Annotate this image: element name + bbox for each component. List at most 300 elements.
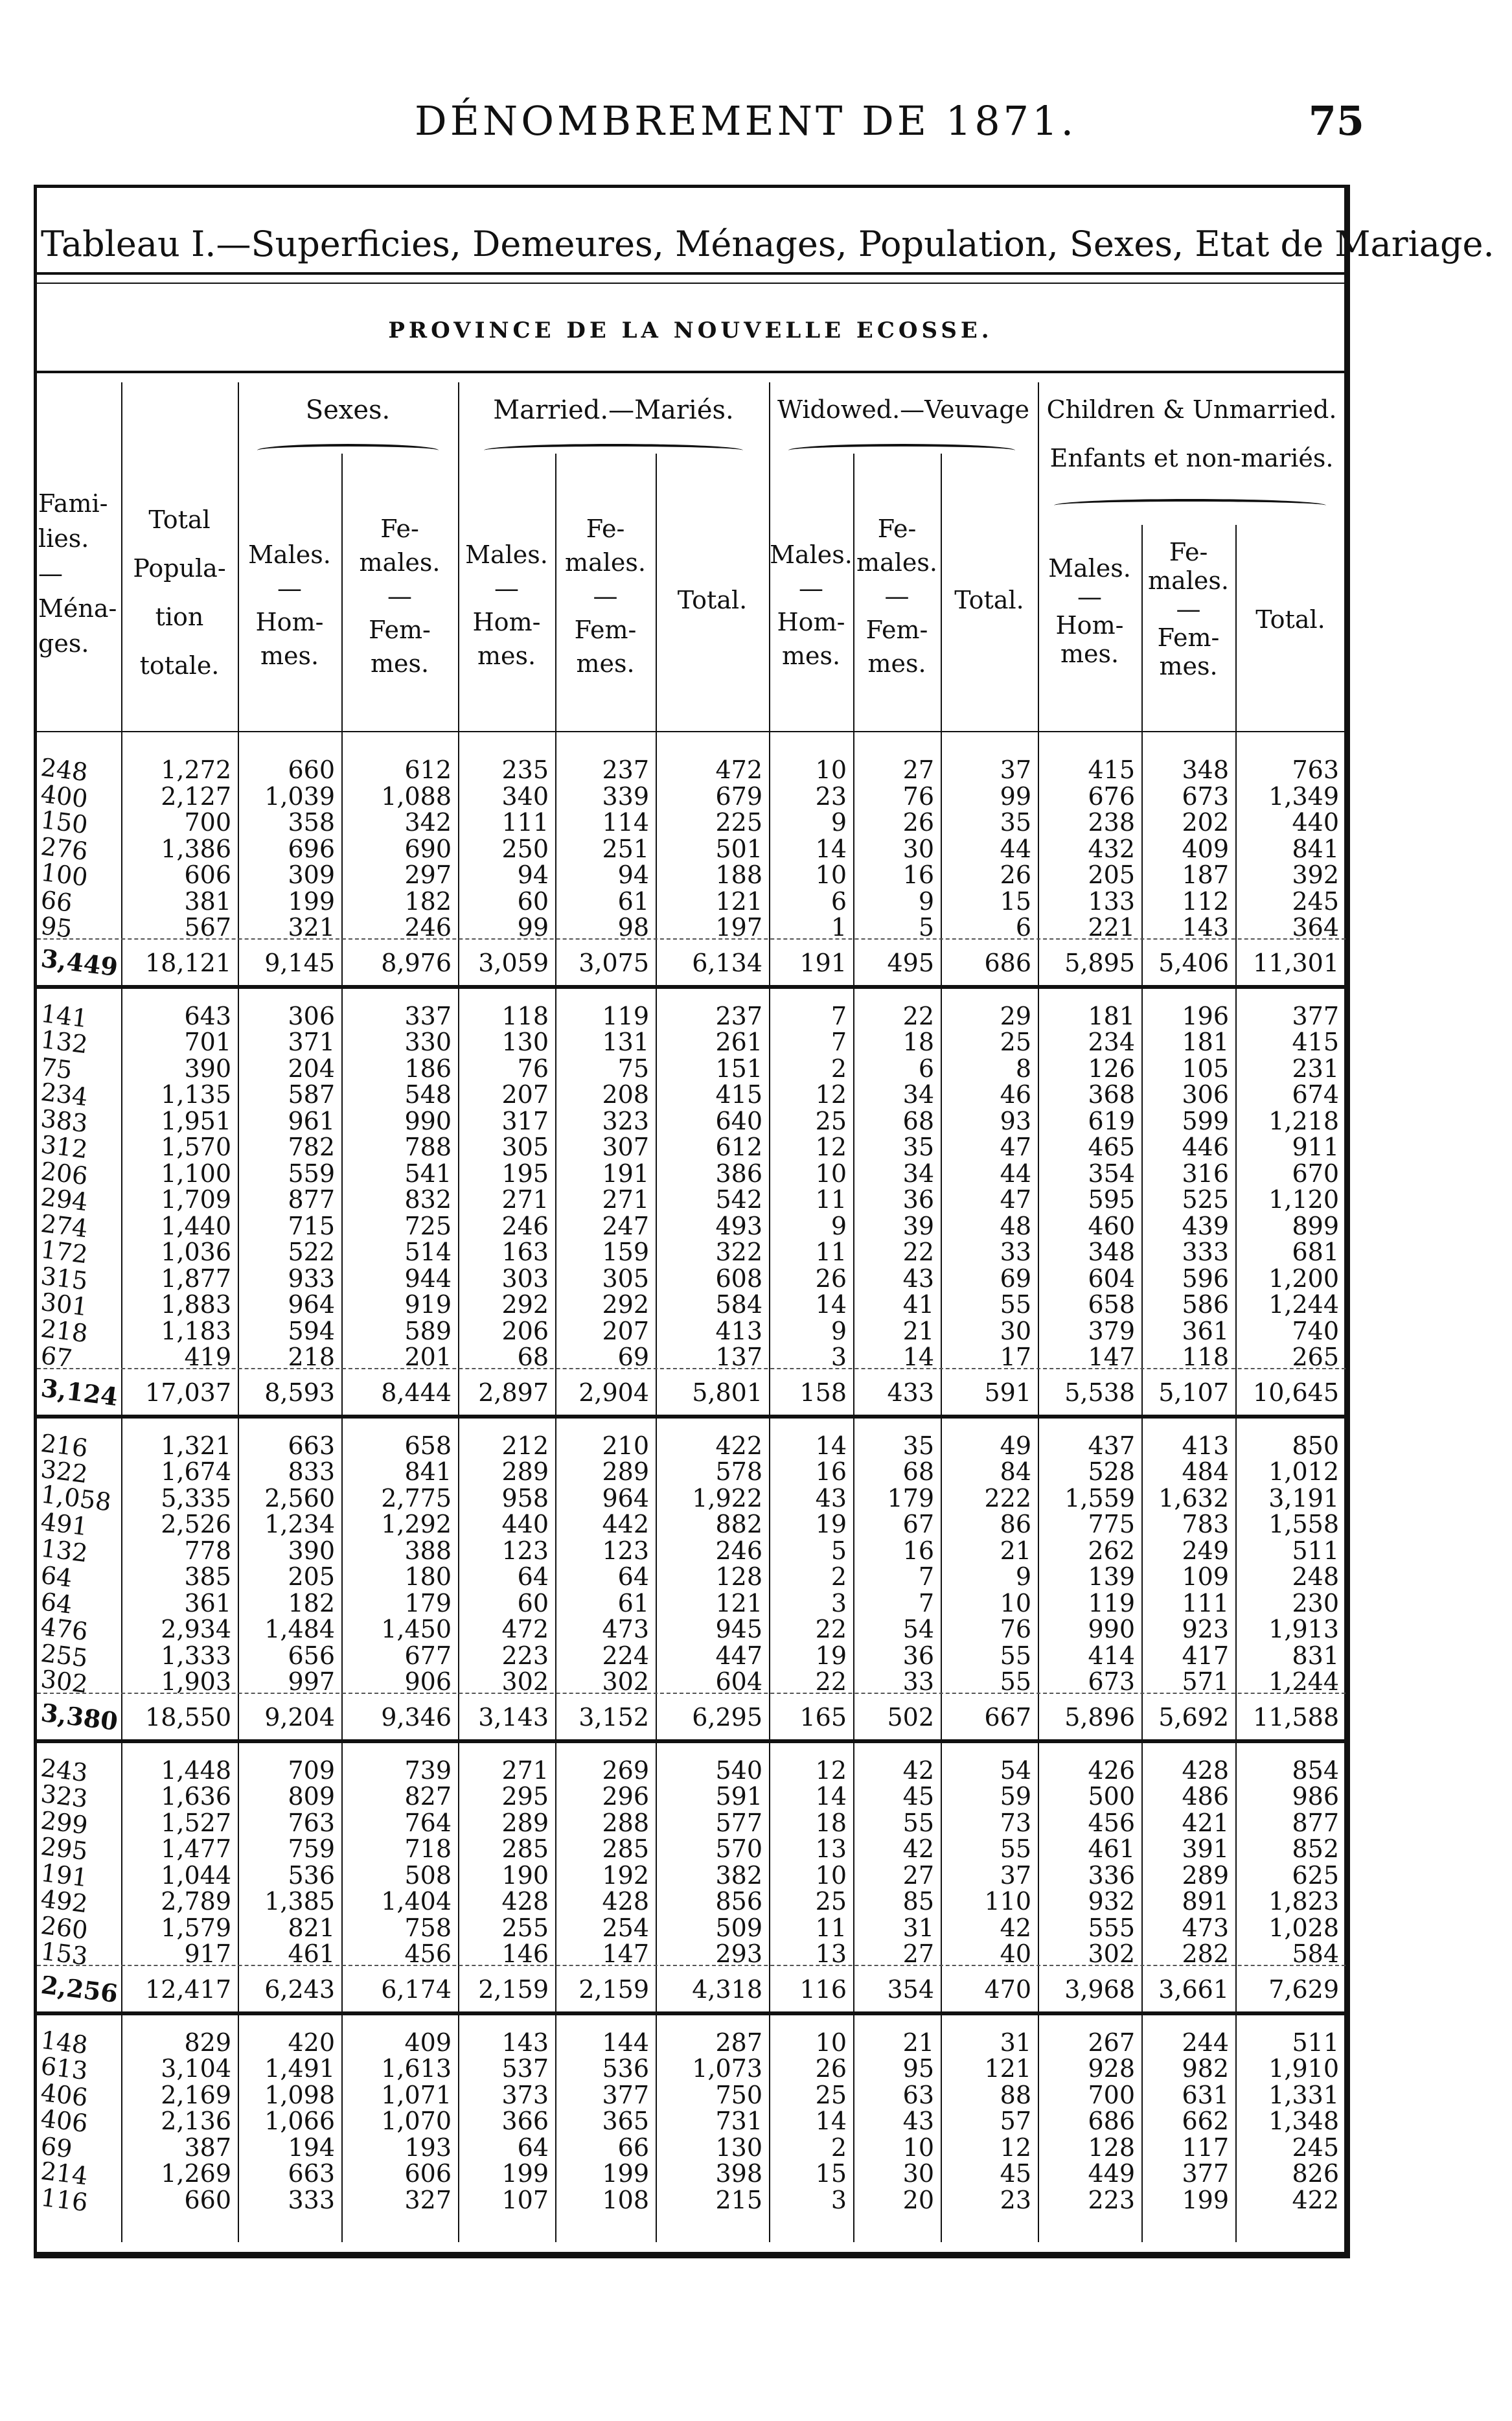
cell-sm: 522 [288,1238,335,1266]
cell-wf: 54 [902,1615,934,1643]
cell-mm: 146 [501,1940,549,1968]
cell-mm: 271 [501,1755,549,1785]
cell-wf: 85 [902,1887,934,1916]
cell-wf: 30 [902,834,934,863]
cell-wm: 191 [799,948,847,977]
cell-sf: 193 [404,2133,452,2162]
cell-wm: 165 [799,1702,847,1732]
cell-mm: 99 [517,913,549,942]
cell-mf: 208 [602,1080,649,1109]
cell-sf: 677 [404,1641,452,1670]
cell-ct: 440 [1292,808,1339,837]
cell-wf: 34 [902,1159,934,1188]
cell-sm: 933 [288,1264,335,1293]
cell-cf: 484 [1182,1457,1229,1486]
cell-wm: 14 [815,834,847,863]
subtotal-row [37,1969,1346,2008]
cell-mt: 501 [715,834,762,863]
cell-mm: 303 [501,1264,549,1293]
cell-wf: 95 [902,2054,934,2083]
cell-wf: 41 [902,1290,934,1319]
cell-p: 12,417 [145,1975,231,2004]
families-cell: 295 [39,1831,89,1866]
cell-mm: 64 [517,2133,549,2162]
cell-cf: 348 [1182,756,1229,784]
cell-sm: 696 [288,834,335,863]
cell-mf: 307 [602,1133,649,1161]
cell-cm: 595 [1088,1185,1135,1214]
cell-cm: 126 [1088,1054,1135,1083]
cell-mt: 6,134 [692,948,762,977]
families-cell: 132 [39,1025,89,1060]
cell-mt: 121 [715,886,762,916]
sexes-females-header: Fe- males. — Fem- mes. [359,515,441,678]
cell-wt: 59 [1000,1782,1031,1811]
cell-mf: 191 [602,1159,649,1188]
cell-sm: 782 [288,1133,335,1161]
cell-sf: 1,071 [381,2080,452,2109]
cell-mf: 64 [617,1562,649,1591]
cell-ct: 1,244 [1268,1667,1339,1696]
cell-mt: 215 [715,2185,762,2214]
cell-cf: 446 [1182,1133,1229,1161]
cell-cf: 249 [1182,1536,1229,1565]
cell-sm: 1,491 [264,2054,335,2083]
cell-wm: 12 [815,1755,847,1785]
cell-wm: 19 [815,1641,847,1670]
cell-wm: 26 [815,1264,847,1293]
cell-wm: 12 [815,1080,847,1109]
cell-cm: 379 [1088,1316,1135,1345]
cell-p: 1,135 [161,1080,231,1109]
cell-wm: 19 [815,1510,847,1538]
cell-wm: 9 [830,1316,847,1345]
cell-cm: 456 [1088,1808,1135,1837]
cell-mf: 192 [602,1860,649,1890]
cell-cm: 460 [1088,1211,1135,1240]
cell-ct: 1,120 [1268,1185,1339,1214]
cell-mm: 223 [501,1641,549,1670]
cell-mf: 247 [602,1211,649,1240]
cell-mf: 377 [602,2080,649,2109]
cell-wm: 16 [815,1457,847,1486]
cell-p: 1,386 [161,834,231,863]
cell-sm: 8,593 [264,1378,335,1407]
cell-p: 1,448 [161,1755,231,1785]
cell-mf: 285 [602,1835,649,1863]
cell-mt: 151 [715,1054,762,1083]
cell-p: 1,674 [161,1457,231,1486]
cell-sm: 1,484 [264,1615,335,1643]
cell-mt: 5,801 [692,1378,762,1407]
families-cell: 255 [39,1638,89,1673]
cell-wf: 21 [902,2028,934,2057]
cell-wt: 88 [1000,2080,1031,2109]
page-number: 75 [1308,97,1364,145]
cell-wt: 44 [1000,1159,1031,1188]
cell-mf: 296 [602,1782,649,1811]
cell-wf: 27 [902,1940,934,1968]
cell-ct: 740 [1292,1316,1339,1345]
cell-sm: 715 [288,1211,335,1240]
cell-cm: 1,559 [1064,1483,1135,1512]
families-cell: 323 [39,1779,89,1814]
cell-sm: 1,066 [264,2107,335,2135]
cell-ct: 422 [1292,2185,1339,2214]
cell-cf: 143 [1182,913,1229,942]
cell-wt: 55 [1000,1641,1031,1670]
children-heading-en: Children & Unmarried. [1046,395,1337,424]
cell-p: 829 [184,2028,231,2057]
cell-mm: 195 [501,1159,549,1188]
cell-mt: 731 [715,2107,762,2135]
cell-mm: 255 [501,1913,549,1942]
cell-sm: 1,098 [264,2080,335,2109]
cell-mt: 415 [715,1080,762,1109]
cell-sf: 764 [404,1808,452,1837]
cell-sf: 919 [404,1290,452,1319]
cell-wt: 686 [984,948,1031,977]
cell-mf: 3,152 [578,1702,649,1732]
cell-wm: 14 [815,2107,847,2135]
cell-wt: 45 [1000,2159,1031,2188]
families-cell: 150 [39,805,89,840]
cell-wm: 11 [815,1913,847,1942]
cell-mt: 750 [715,2080,762,2109]
children-males-header: Males. — Hom- mes. [1048,554,1131,668]
cell-wt: 15 [1000,886,1031,916]
cell-mm: 118 [501,1001,549,1030]
cell-sf: 201 [404,1343,452,1371]
cell-sm: 1,234 [264,1510,335,1538]
cell-mf: 114 [602,808,649,837]
cell-ct: 1,244 [1268,1290,1339,1319]
cell-ct: 1,910 [1268,2054,1339,2083]
cell-wf: 6 [918,1054,934,1083]
cell-cf: 333 [1182,1238,1229,1266]
cell-sm: 205 [288,1562,335,1591]
cell-p: 1,333 [161,1641,231,1670]
families-cell: 69 [39,2131,74,2164]
cell-ct: 584 [1292,1940,1339,1968]
cell-p: 1,527 [161,1808,231,1837]
cell-mt: 4,318 [692,1975,762,2004]
families-cell: 67 [39,1341,74,1373]
cell-mt: 225 [715,808,762,837]
cell-cm: 221 [1088,913,1135,942]
cell-wt: 69 [1000,1264,1031,1293]
cell-wm: 26 [815,2054,847,2083]
cell-ct: 1,200 [1268,1264,1339,1293]
cell-sf: 606 [404,2159,452,2188]
cell-cm: 449 [1088,2159,1135,2188]
families-cell: 141 [39,999,89,1033]
cell-cm: 990 [1088,1615,1135,1643]
cell-wf: 55 [902,1808,934,1837]
cell-sm: 194 [288,2133,335,2162]
cell-sm: 306 [288,1001,335,1030]
cell-wf: 35 [902,1431,934,1460]
cell-wf: 68 [902,1457,934,1486]
cell-sf: 589 [404,1316,452,1345]
cell-cf: 361 [1182,1316,1229,1345]
subtotal-row [37,943,1346,982]
families-cell: 172 [39,1234,89,1269]
widowed-heading: Widowed.—Veuvage [777,395,1030,424]
cell-wf: 22 [902,1001,934,1030]
cell-wf: 14 [902,1343,934,1371]
cell-p: 1,636 [161,1782,231,1811]
cell-cf: 5,107 [1158,1378,1229,1407]
cell-mt: 128 [715,1562,762,1591]
cell-mm: 340 [501,782,549,811]
cell-sf: 718 [404,1835,452,1863]
cell-wm: 2 [830,2133,847,2162]
cell-wm: 7 [830,1028,847,1056]
cell-sm: 390 [288,1536,335,1565]
cell-cm: 426 [1088,1755,1135,1785]
cell-wt: 37 [1000,1860,1031,1890]
province-heading: PROVINCE DE LA NOUVELLE ECOSSE. [388,318,993,343]
cell-sf: 246 [404,913,452,942]
cell-mf: 108 [602,2185,649,2214]
cell-wf: 16 [902,861,934,889]
cell-wf: 43 [902,1264,934,1293]
cell-mf: 237 [602,756,649,784]
section-rule [37,1415,1346,1419]
cell-mf: 288 [602,1808,649,1837]
cell-mm: 60 [517,1588,549,1617]
cell-mf: 207 [602,1316,649,1345]
cell-wf: 39 [902,1211,934,1240]
cell-mm: 366 [501,2107,549,2135]
cell-wf: 45 [902,1782,934,1811]
cell-mf: 69 [617,1343,649,1371]
cell-mt: 447 [715,1641,762,1670]
cell-sf: 327 [404,2185,452,2214]
cell-wm: 23 [815,782,847,811]
cell-mt: 1,922 [692,1483,762,1512]
subtotal-row [37,1373,1346,1411]
families-cell: 301 [39,1287,89,1322]
cell-mf: 339 [602,782,649,811]
cell-cf: 486 [1182,1782,1229,1811]
cell-mf: 964 [602,1483,649,1512]
subtotal-dash-rule [37,938,1346,940]
cell-sf: 1,404 [381,1887,452,1916]
cell-sf: 330 [404,1028,452,1056]
families-cell: 274 [39,1209,89,1243]
families-cell: 148 [39,2025,89,2059]
families-cell: 2,256 [39,1969,120,2008]
cell-mt: 945 [715,1615,762,1643]
cell-cf: 413 [1182,1431,1229,1460]
cell-sm: 587 [288,1080,335,1109]
cell-p: 1,100 [161,1159,231,1188]
cell-wt: 76 [1000,1615,1031,1643]
sexes-males-header: Males. — Hom- mes. [248,540,331,670]
families-cell: 276 [39,831,89,866]
cell-wm: 10 [815,861,847,889]
cell-cm: 5,538 [1064,1378,1135,1407]
cell-mt: 472 [715,756,762,784]
families-cell: 132 [39,1533,89,1568]
cell-cf: 112 [1182,886,1229,916]
widowed-total-header: Total. [954,586,1024,614]
cell-sf: 841 [404,1457,452,1486]
cell-mm: 271 [501,1185,549,1214]
families-header: Fami- lies. — Ména- ges. [38,489,117,658]
cell-sm: 759 [288,1835,335,1863]
cell-sf: 690 [404,834,452,863]
cell-ct: 841 [1292,834,1339,863]
cell-wt: 54 [1000,1755,1031,1785]
cell-mf: 66 [617,2133,649,2162]
cell-wt: 470 [984,1975,1031,2004]
cell-mm: 292 [501,1290,549,1319]
cell-sm: 833 [288,1457,335,1486]
cell-ct: 11,301 [1253,948,1339,977]
cell-p: 390 [184,1054,231,1083]
cell-sf: 6,174 [381,1975,452,2004]
families-cell: 218 [39,1314,89,1348]
families-cell: 406 [39,2103,89,2138]
cell-mt: 422 [715,1431,762,1460]
cell-sf: 739 [404,1755,452,1785]
cell-sf: 9,346 [381,1702,452,1732]
cell-mm: 207 [501,1080,549,1109]
cell-wm: 7 [830,1001,847,1030]
cell-mt: 679 [715,782,762,811]
cell-mt: 882 [715,1510,762,1538]
cell-p: 5,335 [161,1483,231,1512]
cell-p: 17,037 [145,1378,231,1407]
section-rule [37,1739,1346,1743]
cell-wt: 47 [1000,1185,1031,1214]
cell-cm: 528 [1088,1457,1135,1486]
families-cell: 406 [39,2078,89,2112]
cell-cf: 5,692 [1158,1702,1229,1732]
cell-cf: 571 [1182,1667,1229,1696]
cell-mt: 570 [715,1835,762,1863]
cell-mt: 591 [715,1782,762,1811]
cell-wm: 13 [815,1835,847,1863]
cell-mt: 293 [715,1940,762,1968]
families-cell: 400 [39,779,89,813]
cell-mm: 302 [501,1667,549,1696]
cell-mt: 1,073 [692,2054,762,2083]
cell-wf: 22 [902,1238,934,1266]
cell-wm: 116 [799,1975,847,2004]
cell-p: 917 [184,1940,231,1968]
cell-wm: 14 [815,1782,847,1811]
cell-ct: 670 [1292,1159,1339,1188]
cell-cf: 199 [1182,2185,1229,2214]
cell-ct: 1,012 [1268,1457,1339,1486]
cell-mm: 190 [501,1860,549,1890]
cell-wm: 9 [830,1211,847,1240]
cell-wt: 73 [1000,1808,1031,1837]
cell-p: 778 [184,1536,231,1565]
cell-mf: 2,904 [578,1378,649,1407]
cell-wt: 40 [1000,1940,1031,1968]
cell-mm: 295 [501,1782,549,1811]
families-cell: 64 [39,1560,74,1593]
cell-sf: 180 [404,1562,452,1591]
cell-ct: 231 [1292,1054,1339,1083]
cell-ct: 1,348 [1268,2107,1339,2135]
cell-wm: 25 [815,1887,847,1916]
header-bottom-rule [37,731,1344,732]
cell-cm: 500 [1088,1782,1135,1811]
cell-cf: 118 [1182,1343,1229,1371]
cell-cf: 282 [1182,1940,1229,1968]
cell-cm: 775 [1088,1510,1135,1538]
cell-mm: 472 [501,1615,549,1643]
cell-wm: 3 [830,1588,847,1617]
cell-wf: 7 [918,1588,934,1617]
cell-wm: 3 [830,2185,847,2214]
cell-cf: 409 [1182,834,1229,863]
families-cell: 100 [39,857,89,892]
cell-ct: 245 [1292,2133,1339,2162]
cell-sf: 1,613 [381,2054,452,2083]
cell-mm: 2,159 [478,1975,549,2004]
cell-sf: 8,444 [381,1378,452,1407]
cell-ct: 1,913 [1268,1615,1339,1643]
cell-mt: 604 [715,1667,762,1696]
cell-sf: 297 [404,861,452,889]
cell-sm: 6,243 [264,1975,335,2004]
cell-sm: 199 [288,886,335,916]
cell-p: 1,183 [161,1316,231,1345]
cell-wt: 49 [1000,1431,1031,1460]
cell-cm: 700 [1088,2080,1135,2109]
cell-mt: 386 [715,1159,762,1188]
cell-mf: 302 [602,1667,649,1696]
cell-wf: 20 [902,2185,934,2214]
cell-mt: 287 [715,2028,762,2057]
cell-wm: 9 [830,808,847,837]
cell-ct: 10,645 [1253,1378,1339,1407]
cell-mt: 121 [715,1588,762,1617]
cell-mm: 250 [501,834,549,863]
cell-cm: 139 [1088,1562,1135,1591]
cell-mt: 322 [715,1238,762,1266]
cell-sf: 658 [404,1431,452,1460]
families-cell: 3,124 [39,1373,120,1411]
cell-cf: 117 [1182,2133,1229,2162]
cell-wt: 86 [1000,1510,1031,1538]
cell-p: 1,440 [161,1211,231,1240]
cell-mf: 536 [602,2054,649,2083]
cell-mm: 107 [501,2185,549,2214]
brace [484,444,743,457]
cell-mt: 261 [715,1028,762,1056]
cell-p: 1,579 [161,1913,231,1942]
cell-wt: 26 [1000,861,1031,889]
subtotal-dash-rule [37,1368,1346,1369]
cell-sf: 179 [404,1588,452,1617]
families-cell: 294 [39,1182,89,1217]
cell-cf: 202 [1182,808,1229,837]
cell-wt: 591 [984,1378,1031,1407]
families-cell: 116 [39,2183,89,2217]
cell-cf: 525 [1182,1185,1229,1214]
cell-ct: 854 [1292,1755,1339,1785]
cell-mm: 3,059 [478,948,549,977]
cell-wm: 43 [815,1483,847,1512]
